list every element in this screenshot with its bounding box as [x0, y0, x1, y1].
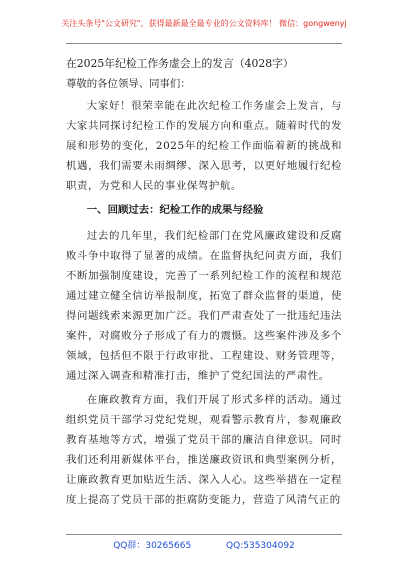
document-body	[66, 54, 342, 514]
intro-paragraph: 大家好！很荣幸能在此次纪检工作务虚会上发言，与大家共同探讨纪检工作的发展方向和重点。随着时代的发展和形势的变化，2025年的纪检工作面临着新的挑战和机遇，我们需要未雨绸缪、深入思考，以更好地履行纪检职责，为党和人民的事业保驾护航。	[66, 100, 342, 192]
body-paragraph: 过去的几年里，我们纪检部门在党风廉政建设和反腐败斗争中取得了显著的成绩。在监督执纪问责方面，我们不断加强制度建设，完善了一系列纪检工作的流程和规范通过建立健全信访举报制度，拓宽了群众监督的渠道，使得问题线索来源更加广泛。我们严肃查处了一批违纪违法案件，对腐败分子形成了有力的震慑。这些案件涉及多个领域，包括但不限于行政审批、工程建设、财务管理等，通过深入调查和精准打击，维护了党纪国法的严肃性。	[66, 230, 342, 382]
footer-contact	[0, 538, 408, 551]
footer-divider	[66, 534, 342, 535]
greeting: 尊敬的各位领导、同事们：	[66, 78, 191, 90]
document-title: 在2025年纪检工作务虚会上的发言（4028字）	[66, 57, 294, 70]
header-divider	[66, 43, 342, 44]
section-heading: 一、回顾过去：纪检工作的成果与经验	[86, 204, 264, 216]
body-paragraph: 在廉政教育方面，我们开展了形式多样的活动。通过组织党员干部学习党纪党规，观看警示教育片，参观廉政教育基地等方式，增强了党员干部的廉洁自律意识。同时我们还利用新媒体平台，推送廉政资讯和典型案例分析，让廉政教育更加贴近生活、深入人心。这些举措在一定程度上提高了党员干部的拒腐防变能力，营造了风清气正的	[66, 394, 342, 506]
footer-qq-group: QQ群：30265665	[113, 541, 192, 551]
footer-qq: QQ:535304092	[226, 541, 295, 551]
header-banner: 关注头条号"公文研究"，获得最新最全最专业的公文资料库！ 微信：gongwenyj	[61, 19, 347, 28]
